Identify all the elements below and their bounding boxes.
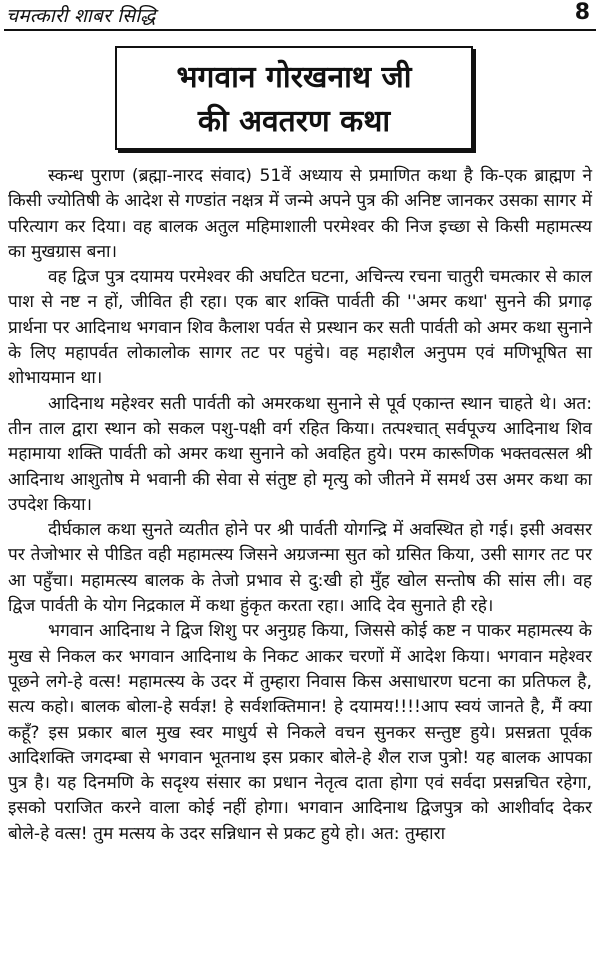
paragraph: स्कन्ध पुराण (ब्रह्मा-नारद संवाद) 51वें अध्याय से प्रमाणित कथा है कि-एक ब्राह्मण ने किसी ज्योतिषी के आदेश से गण्डांत नक्षत्र में जन्मे अपने पुत्र की अनिष्ट जानकर उसका सागर में परित्याग कर दिया। वह बालक अतुल महिमाशाली परमेश्वर की निज इच्छा से किसी महामत्स्य का मुखग्रास बना। [8, 166, 592, 262]
chapter-title-line-2: की अवतरण कथा [197, 104, 391, 139]
chapter-title-line-1: भगवान गोरखनाथ जी [176, 60, 412, 95]
body-text [8, 164, 592, 847]
paragraph: दीर्घकाल कथा सुनते व्यतीत होने पर श्री पार्वती योगन्द्रि में अवस्थित हो गई। इसी अवसर पर तेजोभार से पीडित वही महामत्स्य जिसने अग्रजन्मा सुत को ग्रसित किया, उसी सागर तट पर आ पहुँचा। महामत्स्य बालक के तेजो प्रभाव से दु:खी हो मुँह खोल सन्तोष की सांस ली। वह द्विज पार्वती के योग निद्रकाल में कथा हुंकृत करता रहा। आदि देव सुनाते ही रहे। [8, 520, 592, 617]
paragraph: वह द्विज पुत्र दयामय परमेश्वर की अघटित घटना, अचिन्त्य रचना चातुरी चमत्कार से काल पाश से नष्ट न हों, जीवित ही रहा। एक बार शक्ति पार्वती की ''अमर कथा' सुनने की प्रगाढ़ प्रार्थना पर आदिनाथ भगवान शिव कैलाश पर्वत से प्रस्थान कर सती पार्वती को अमर कथा सुनाने के लिए महापर्वत लोकालोक सागर तट पर पहुंचे। वह महाशैल अनुपम एवं मणिभूषित सा शोभायमान था। [8, 267, 592, 389]
chapter-title-box [115, 46, 473, 150]
page-number: 8 [574, 0, 590, 25]
paragraph: भगवान आदिनाथ ने द्विज शिशु पर अनुग्रह किया, जिससे कोई कष्ट न पाकर महामत्स्य के मुख से निकल कर भगवान आदिनाथ के निकट आकर चरणों में आदेश किया। भगवान महेश्वर पूछने लगे-हे वत्स! महामत्स्य के उदर में तुम्हारा निवास किस असाधारण घटना का प्रतिफल है, सत्य कहो। बालक बोला-हे सर्वज्ञ! हे सर्वशक्तिमान! हे दयामय!!!!आप स्वयं जानते है, मैं क्या कहूँ? इस प्रकार बाल मुख स्वर माधुर्य से निकले वचन सुनकर सन्तुष्ट हुये। प्रसन्नता पूर्वक आदिशक्ति जगदम्बा से भगवान भूतनाथ इस प्रकार बोले-हे शैल राज पुत्रो! यह बालक आपका पुत्र है। यह दिनमणि के सदृश्य संसार का प्रधान नेतृत्व दाता होगा एवं सर्वदा प्रसन्नचित रहेगा, इसको पराजित करने वाला कोई नहीं होगा। भगवान आदिनाथ द्विजपुत्र को आशीर्वाद देकर बोले-हे वत्स! तुम मत्सय के उदर सन्निधान से प्रकट हुये हो। अत: तुम्हारा [8, 621, 592, 844]
header-rule [4, 29, 596, 31]
paragraph: आदिनाथ महेश्वर सती पार्वती को अमरकथा सुनाने से पूर्व एकान्त स्थान चाहते थे। अत: तीन ताल द्वारा स्थान को सकल पशु-पक्षी वर्ग रहित किया। तत्पश्चात् सर्वपूज्य आदिनाथ शिव महामाया शक्ति पार्वती को अमर कथा सुनाने को अवहित हुये। परम कारूणिक भक्तवत्सल श्री आदिनाथ आशुतोष मे भवानी की सेवा से संतुष्ट हो मृत्यु को जीतने में समर्थ उस अमर कथा का उपदेश किया। [8, 393, 592, 515]
running-title: चमत्कारी शाबर सिद्धि [6, 5, 156, 27]
